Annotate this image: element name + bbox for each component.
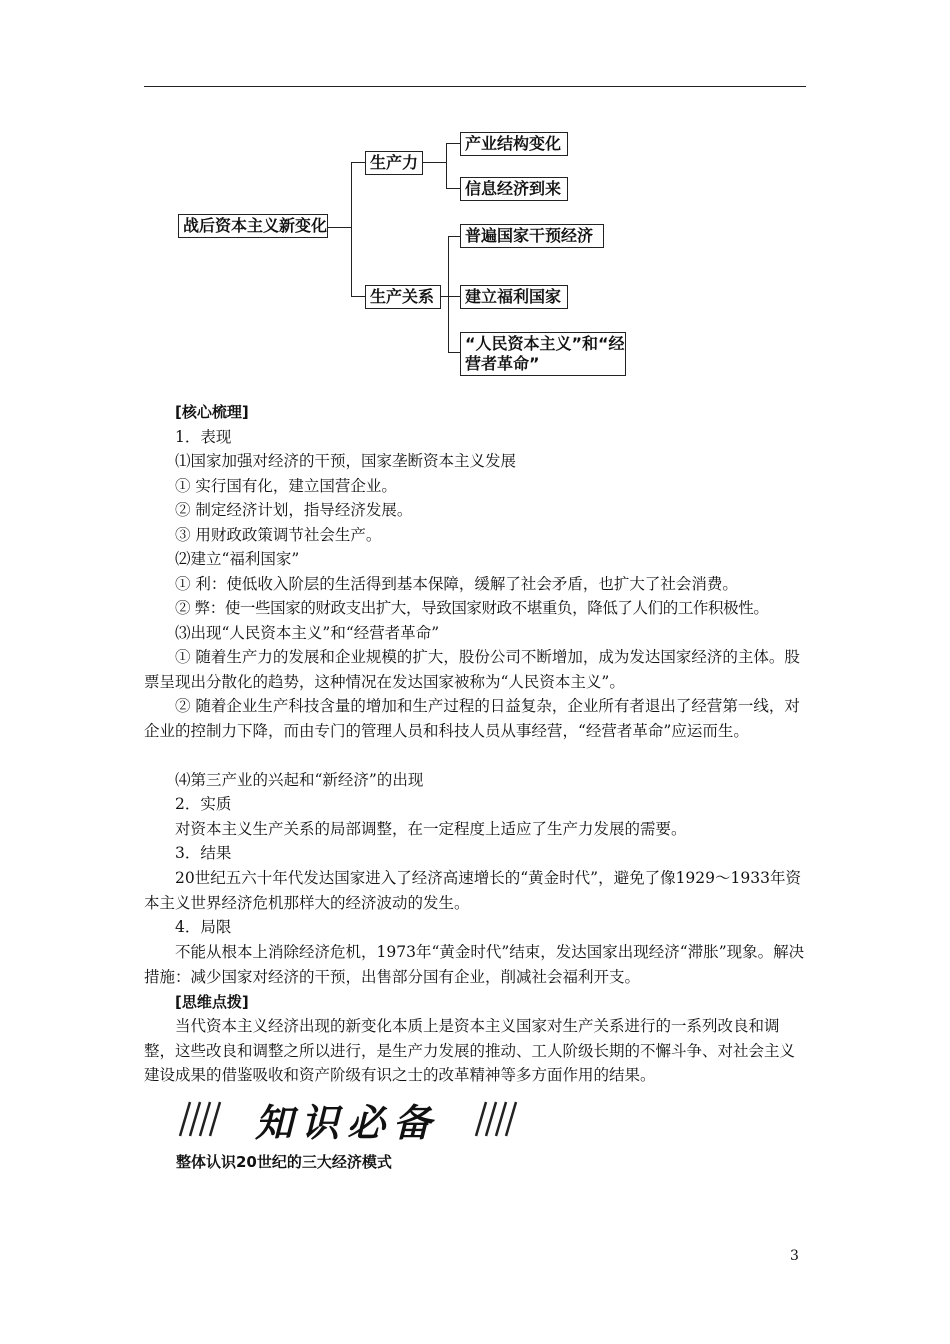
diagram-item-industry-structure: 产业结构变化: [460, 132, 568, 156]
text-line: 3．结果: [175, 844, 232, 862]
diagram-item-peoples-capitalism: “人民资本主义”和“经 营者革命”: [460, 332, 626, 376]
text-line: ① 实行国有化，建立国营企业。: [175, 477, 397, 495]
paragraph: 当代资本主义经济出现的新变化本质上是资本主义国家对生产关系进行的一系列改良和调整，这些改良和调整之所以进行，是生产力发展的推动、工人阶级长期的不懈斗争、对社会主义建设成果的借鉴吸收和资产阶级有识之士的改革精神等多方面作用的结果。: [144, 1017, 796, 1084]
page-number: 3: [790, 1248, 799, 1264]
text-line: 对资本主义生产关系的局部调整，在一定程度上适应了生产力发展的需要。: [175, 820, 687, 838]
text-line: ① 利：使低收入阶层的生活得到基本保障，缓解了社会矛盾，也扩大了社会消费。: [175, 575, 738, 593]
diagram-item-welfare-state: 建立福利国家: [460, 285, 568, 309]
paragraph: 20世纪五六十年代发达国家进入了经济高速增长的“黄金时代”，避免了像1929～1933年资本主义世界经济危机那样大的经济波动的发生。: [144, 869, 801, 912]
diagram-item-information-economy: 信息经济到来: [460, 177, 568, 201]
text-line: ② 弊：使一些国家的财政支出扩大，导致国家财政不堪重负，降低了人们的工作积极性。: [175, 599, 769, 617]
paragraph: ② 随着企业生产科技含量的增加和生产过程的日益复杂，企业所有者退出了经营第一线，对企业的控制力下降，而由专门的管理人员和科技人员从事经营，“经营者革命”应运而生。: [144, 697, 800, 740]
paragraph: 不能从根本上消除经济危机，1973年“黄金时代”结束，发达国家出现经济“滞胀”现象。解决措施：减少国家对经济的干预，出售部分国有企业，削减社会福利开支。: [144, 943, 805, 986]
diagram-item-state-intervention: 普遍国家干预经济: [460, 224, 604, 248]
text-line: ③ 用财政政策调节社会生产。: [175, 526, 382, 544]
diagram-root: 战后资本主义新变化: [178, 214, 328, 238]
text-line: 2．实质: [175, 795, 232, 813]
diagram-branch-relations: 生产关系: [365, 285, 441, 309]
text-line: 4．局限: [175, 918, 232, 936]
text-line: 1．表现: [175, 428, 232, 446]
subheading: 整体认识20世纪的三大经济模式: [176, 1153, 392, 1171]
banner-title: 知识必备: [255, 1100, 440, 1145]
text-line: ⑴国家加强对经济的干预，国家垄断资本主义发展: [175, 452, 517, 470]
text-line: ⑶出现“人民资本主义”和“经营者革命”: [175, 624, 440, 642]
section-heading-thinking: [思维点拨]: [175, 993, 249, 1011]
text-line: ② 制定经济计划，指导经济发展。: [175, 501, 413, 519]
section-heading-core: [核心梳理]: [175, 403, 249, 421]
text-line: ⑵建立“福利国家”: [175, 550, 300, 568]
concept-diagram: [0, 0, 950, 400]
text-line: ⑷第三产业的兴起和“新经济”的出现: [175, 771, 424, 789]
diagram-branch-productivity: 生产力: [365, 151, 423, 175]
paragraph: ① 随着生产力的发展和企业规模的扩大，股份公司不断增加，成为发达国家经济的主体。股票呈现出分散化的趋势，这种情况在发达国家被称为“人民资本主义”。: [144, 648, 800, 691]
